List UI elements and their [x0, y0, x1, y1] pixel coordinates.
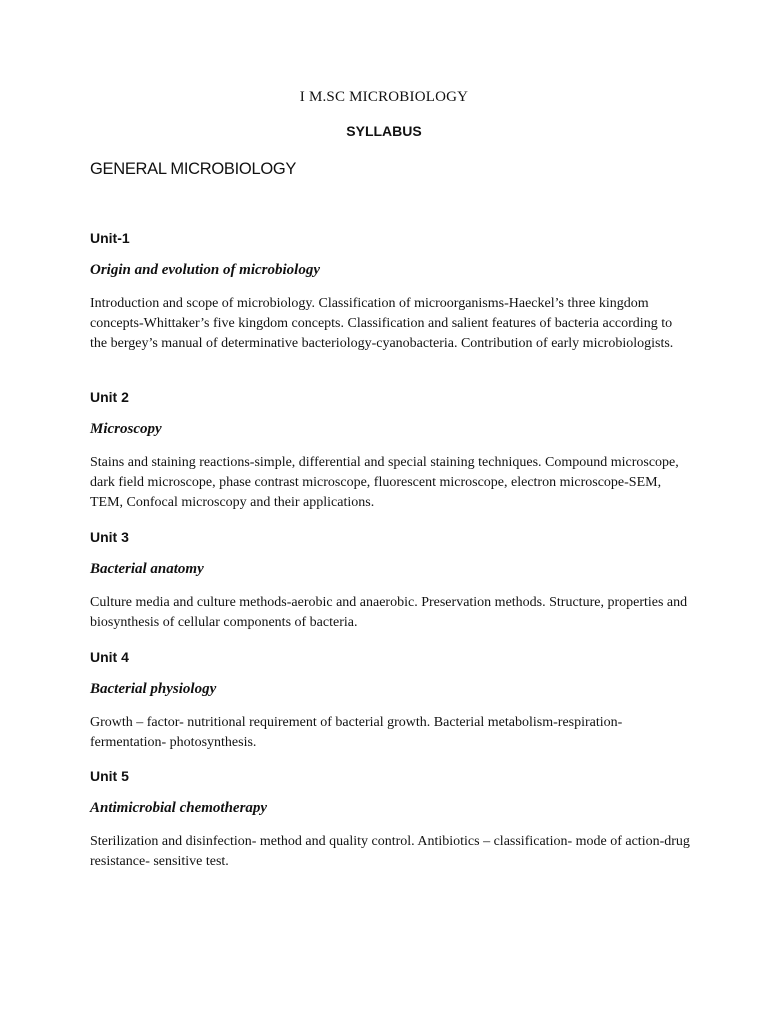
- unit-section-3: [90, 528, 690, 633]
- syllabus-heading: SYLLABUS: [346, 123, 422, 139]
- course-title: I M.SC MICROBIOLOGY: [299, 89, 469, 105]
- unit-label: Unit 5: [90, 768, 129, 784]
- unit-description: Sterilization and disinfection- method and quality control. Antibiotics – classification- mode of action-drug resistance- sensitive test.: [90, 834, 690, 870]
- unit-description: Growth – factor- nutritional requirement of bacterial growth. Bacterial metabolism-respiration- fermentation- photosynthesis.: [90, 715, 623, 751]
- unit-title: Microscopy: [90, 421, 162, 437]
- unit-label: Unit 3: [90, 529, 129, 545]
- unit-section-4: [90, 648, 690, 753]
- unit-title: Bacterial physiology: [90, 681, 217, 697]
- subject-title: GENERAL MICROBIOLOGY: [90, 160, 297, 178]
- unit-section-2: [90, 388, 690, 514]
- unit-title: Origin and evolution of microbiology: [90, 262, 321, 278]
- unit-section-1: [90, 229, 690, 355]
- unit-description: Culture media and culture methods-aerobic and anaerobic. Preservation methods. Structure, properties and biosynthesis of cellular components of bacteria.: [90, 595, 688, 631]
- unit-section-5: [90, 767, 690, 872]
- unit-label: Unit 4: [90, 649, 129, 665]
- unit-label: Unit-1: [90, 230, 130, 246]
- unit-description: Introduction and scope of microbiology. Classification of microorganisms-Haeckel’s three kingdom concepts-Whittaker’s five kingdom concepts. Classification and salient features of bacteria according to the bergey’s manual of determinative bacteriology-cyanobacteria. Contribution of early microbiologists.: [90, 296, 674, 352]
- unit-title: Bacterial anatomy: [90, 561, 204, 577]
- unit-label: Unit 2: [90, 389, 129, 405]
- unit-title: Antimicrobial chemotherapy: [90, 800, 268, 816]
- unit-description: Stains and staining reactions-simple, differential and special staining techniques. Compound microscope, dark field microscope, phase contrast microscope, fluorescent microscope, electron microscope-SEM, TEM, Confocal microscopy and their applications.: [90, 455, 679, 511]
